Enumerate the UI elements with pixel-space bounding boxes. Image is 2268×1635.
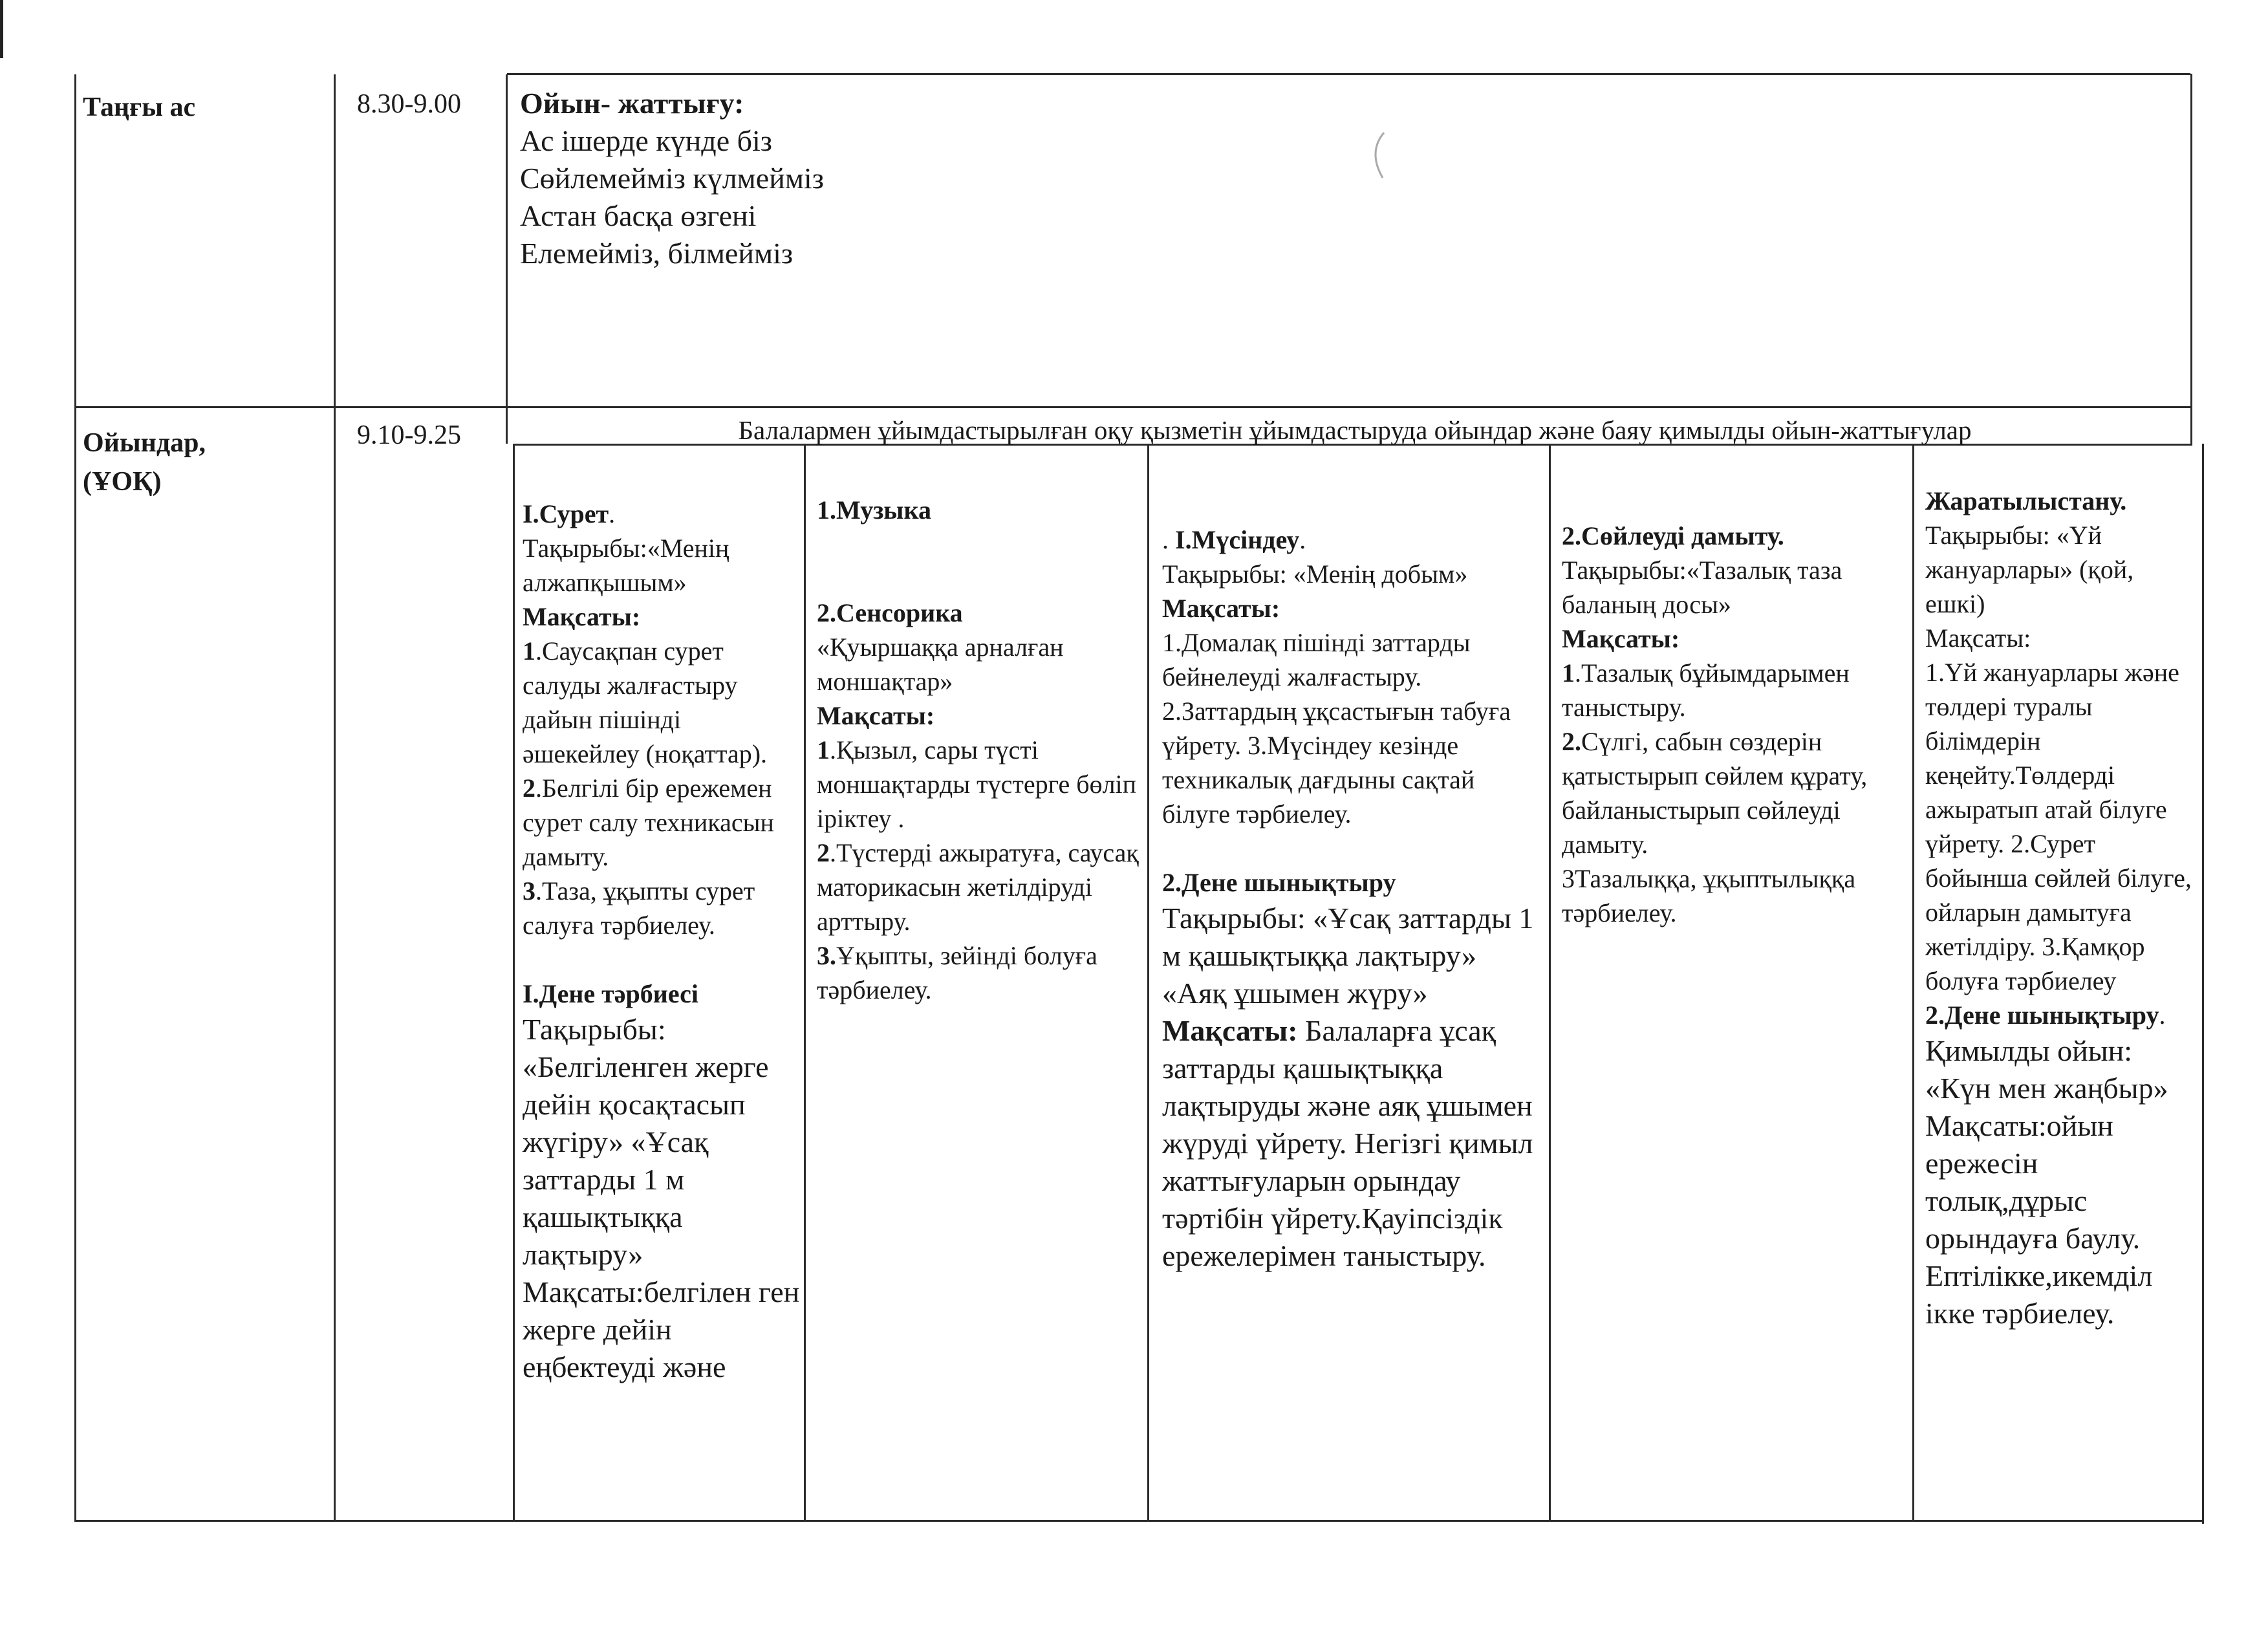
column-nature: Жаратылыстану. Тақырыбы: «Үй жануарлары» (қой, ешкі) Мақсаты: 1.Үй жануарлары және төлдері туралы білімдерін кеңейту.Төлдерді ажыратып атай білуге үйрету. 2.Сурет бойынша сөйлей білуге, ойларын дамытуға жетілдіру. 3.Қамқор болуға тәрбиелеу 2.Дене шынықтыру. Қимылды ойын: «Күн мен жаңбыр» Мақсаты:ойын ережесін толық,дұрыс орындауға баулу. Ептілікке,икемділ ікке тәрбиелеу. [1925, 484, 2197, 1332]
time-text: 8.30-9.00 [357, 89, 461, 119]
scan-edge [0, 0, 3, 58]
grid-line-col-1-2 [804, 444, 806, 1522]
grid-line-top-right [2190, 74, 2192, 444]
goal-label: Мақсаты: [1562, 624, 1680, 653]
goal-item: .Түстерді ажыратуға, саусақ маторикасын жетілдіруді арттыру. [817, 838, 1139, 936]
goal-item: .Тазалық бұйымдарымен таныстыру. [1562, 658, 1850, 722]
subject-title: І.Сурет [523, 499, 609, 528]
poem-line: Ас ішерде күнде біз [520, 124, 772, 157]
subject-title: 2.Дене шынықтыру [1925, 1001, 2159, 1030]
poem-line: Астан басқа өзгені [520, 199, 757, 232]
subject-title: 1.Музыка [817, 495, 931, 525]
subject-text: Қимылды ойын: «Күн мен жаңбыр» Мақсаты:ойын ережесін толық,дұрыс орындауға баулу. Ептілікке,икемділ ікке тәрбиелеу. [1925, 1034, 2168, 1330]
subject-goal: Мақсаты:белгілен ген жерге дейін еңбектеуді және [523, 1275, 800, 1383]
games-banner [517, 411, 2192, 449]
grid-line-time-content-upper [506, 74, 508, 444]
poem-line: Елемейміз, білмейміз [520, 237, 794, 270]
subject-theme: Тақырыбы:«Менің алжапқышым» [523, 534, 729, 597]
poem-line: Сөйлемейміз күлмейміз [520, 162, 824, 195]
subject-title: Жаратылыстану. [1925, 486, 2127, 515]
row-breakfast-content [520, 85, 2176, 272]
goal-label: Мақсаты: [523, 602, 641, 631]
row-breakfast-time [357, 85, 502, 124]
subject-theme: Тақырыбы: «Менің добым» [1162, 559, 1468, 589]
row-label-line: (ҰОҚ) [83, 467, 162, 497]
row-label-line: Ойындар, [83, 428, 206, 458]
subject-goal: Балаларға ұсақ заттарды қашықтыққа лақтыруды және аяқ ұшымен жүруді үйрету. Негізгі қимыл жаттығуларын орындау тәртібін үйрету.Қауіпсіздік ережелерімен таныстыру. [1162, 1014, 1533, 1272]
subject-title: І.Мүсіндеу [1175, 525, 1300, 554]
goal-label: Мақсаты: [1162, 1014, 1298, 1047]
grid-line-col-3-4 [1549, 444, 1551, 1522]
goal-item: .Белгілі бір ережемен сурет салу техникасын дамыту. [523, 774, 774, 871]
grid-line-left [74, 74, 76, 1522]
grid-line-bottom [76, 1520, 2204, 1522]
goal-label: Мақсаты: [1162, 594, 1280, 623]
column-music-sensorics: 1.Музыка 2.Сенсорика «Қуыршаққа арналған моншақтар» Мақсаты: 1.Қызыл, сары түсті моншақтарды түстерге бөліп іріктеу . 2.Түстерді ажыратуға, саусақ маторикасын жетілдіруді арттыру. 3.Ұқыпты, зейінді болуға тәрбиелеу. [817, 493, 1140, 1007]
subject-theme: Тақырыбы: «Ұсақ заттарды 1 м қашықтыққа лақтыру» «Аяқ ұшымен жүру» [1162, 902, 1534, 1010]
column-speech: 2.Сөйлеуді дамыту. Тақырыбы:«Тазалық таза баланың досы» Мақсаты: 1.Тазалық бұйымдарымен таныстыру. 2.Сүлгі, сабын сөздерін қатыстырып сөйлем құрату, байланыстырып сөйлеуді дамыту. 3Тазалыққа, ұқыптылыққа тәрбиелеу. [1562, 519, 1908, 930]
goal-item: .Таза, ұқыпты сурет салуға тәрбиелеу. [523, 876, 755, 940]
goal-item: Сүлгі, сабын сөздерін қатыстырып сөйлем құрату, байланыстырып сөйлеуді дамыту. [1562, 727, 1868, 859]
time-text: 9.10-9.25 [357, 420, 461, 450]
grid-line-row-divider [74, 406, 2192, 408]
exercise-title: Ойын- жаттығу: [520, 87, 744, 120]
subject-theme: Тақырыбы: «Үй жануарлары» (қой, ешкі) [1925, 521, 2134, 618]
subject-title: 2.Дене шынықтыру [1162, 868, 1396, 897]
column-modeling-pe: . І.Мүсіндеу. Тақырыбы: «Менің добым» Мақсаты: 1.Домалақ пішінді заттарды бейнелеуді жалғастыру. 2.Заттардың ұқсастығын табуға үйрету. 3.Мүсіндеу кезінде техникалық дағдыны сақтай білуге тәрбиелеу. 2.Дене шынықтыру Тақырыбы: «Ұсақ заттарды 1 м қашықтыққа лақтыру» «Аяқ ұшымен жүру» Мақсаты: Балаларға ұсақ заттарды қашықтыққа лақтыруды және аяқ ұшымен жүруді үйрету. Негізгі қимыл жаттығуларын орындау тәртібін үйрету.Қауіпсіздік ережелерімен таныстыру. [1162, 523, 1544, 1275]
goal-item: .Саусақпан сурет салуды жалғастыру дайын пішінді әшекейлеу (ноқаттар). [523, 636, 768, 768]
grid-line-col-4-5 [1912, 444, 1914, 1522]
row-breakfast-label [83, 88, 329, 127]
row-games-label [83, 424, 329, 501]
goal-list: 1.Үй жануарлары және төлдері туралы білімдерін кеңейту.Төлдерді ажыратып атай білуге үйрету. 2.Сурет бойынша сөйлей білуге, ойларын дамытуға жетілдіру. 3.Қамқор болуға тәрбиелеу [1925, 658, 2192, 995]
banner-text: Балалармен ұйымдастырылған оқу қызметін ұйымдастыруда ойындар және баяу қимылды ойын-жаттығулар [738, 415, 1972, 445]
subject-theme: «Қуыршаққа арналған моншақтар» [817, 633, 1064, 696]
goal-item: .Қызыл, сары түсті моншақтарды түстерге бөліп іріктеу . [817, 735, 1137, 833]
grid-line-top-center [507, 73, 2190, 75]
row-games-time [357, 416, 502, 455]
grid-line-time-content-lower [513, 444, 515, 1522]
goal-label: Мақсаты: [1925, 623, 2031, 653]
subject-title: 2.Сенсорика [817, 598, 963, 627]
subject-theme-label: Тақырыбы: [523, 1013, 666, 1046]
goal-item: 3Тазалыққа, ұқыптылыққа тәрбиелеу. [1562, 864, 1856, 927]
goal-item: Ұқыпты, зейінді болуға тәрбиелеу. [817, 941, 1097, 1004]
grid-line-label-time [334, 74, 336, 1522]
subject-title: І.Дене тәрбиесі [523, 979, 698, 1008]
grid-line-right-lower [2202, 444, 2204, 1524]
subject-theme: «Белгіленген жерге дейін қосақтасып жүгіру» «Ұсақ заттарды 1 м қашықтыққа лақтыру» [523, 1050, 769, 1271]
column-art: І.Сурет. Тақырыбы:«Менің алжапқышым» Мақсаты: 1.Саусақпан сурет салуды жалғастыру дайын пішінді әшекейлеу (ноқаттар). 2.Белгілі бір ережемен сурет салу техникасын дамыту. 3.Таза, ұқыпты сурет салуға тәрбиелеу. І.Дене тәрбиесі Тақырыбы: «Белгіленген жерге дейін қосақтасып жүгіру» «Ұсақ заттарды 1 м қашықтыққа лақтыру» Мақсаты:белгілен ген жерге дейін еңбектеуді және [523, 497, 801, 1386]
goal-list: 1.Домалақ пішінді заттарды бейнелеуді жалғастыру. 2.Заттардың ұқсастығын табуға үйрету. 3.Мүсіндеу кезінде техникалық дағдыны сақтай білуге тәрбиелеу. [1162, 628, 1511, 828]
pencil-mark [1365, 129, 1390, 181]
grid-line-col-2-3 [1147, 444, 1149, 1522]
row-label-text: Таңғы ас [83, 92, 196, 122]
subject-title: 2.Сөйлеуді дамыту. [1562, 521, 1784, 550]
goal-label: Мақсаты: [817, 701, 935, 730]
subject-theme: Тақырыбы:«Тазалық таза баланың досы» [1562, 556, 1842, 619]
